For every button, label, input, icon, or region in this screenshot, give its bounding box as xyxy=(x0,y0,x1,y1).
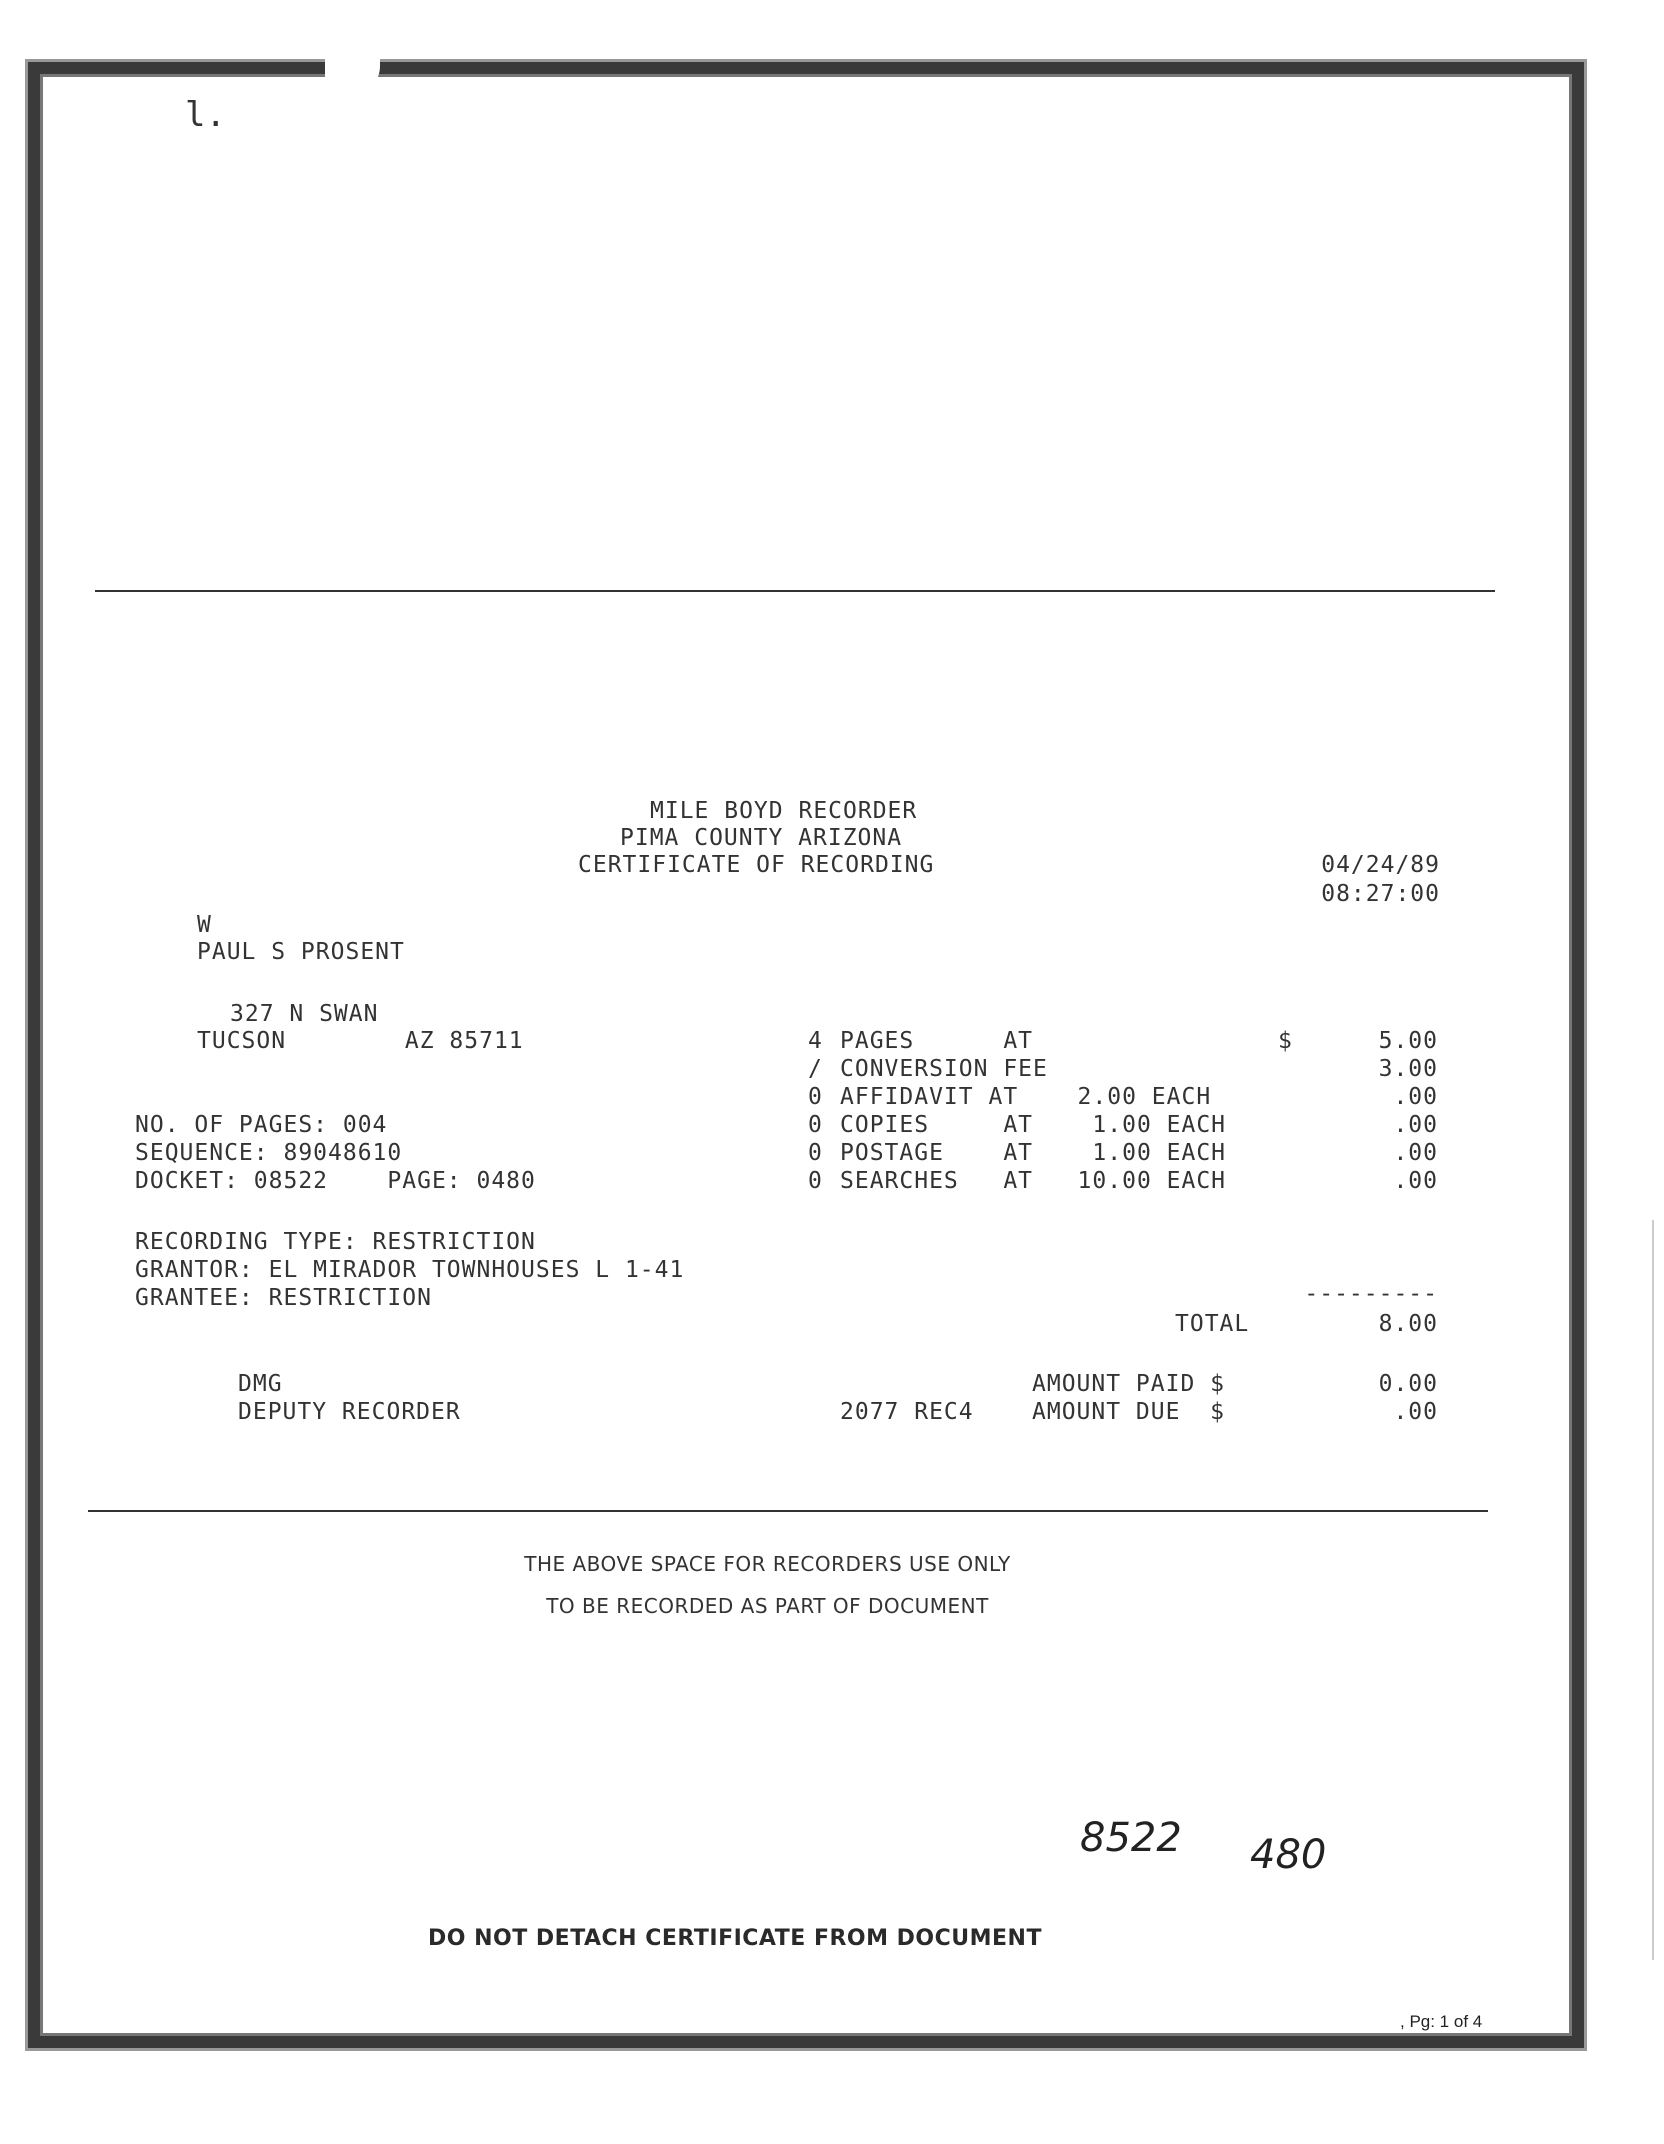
total-label: TOTAL xyxy=(1175,1311,1250,1337)
fee-qty: / xyxy=(808,1056,823,1082)
addressee-city: TUCSON AZ 85711 xyxy=(197,1028,524,1054)
amount-due-value: .00 xyxy=(1393,1399,1438,1425)
top-rule xyxy=(95,590,1495,592)
handwritten-page: 480 xyxy=(1250,1832,1327,1878)
county-name: PIMA COUNTY ARIZONA xyxy=(620,825,903,851)
fee-amount: .00 xyxy=(1393,1112,1438,1138)
deputy-initials: DMG xyxy=(238,1371,283,1397)
amount-paid-label: AMOUNT PAID $ xyxy=(1032,1371,1226,1397)
fee-dollar: $ xyxy=(1278,1028,1293,1054)
total-dashes: --------- xyxy=(1304,1281,1438,1307)
certificate-title: CERTIFICATE OF RECORDING xyxy=(578,852,935,878)
fee-desc: AFFIDAVIT AT 2.00 EACH xyxy=(840,1084,1212,1110)
fee-amount: 3.00 xyxy=(1378,1056,1438,1082)
bottom-rule xyxy=(88,1510,1488,1512)
fee-amount: 5.00 xyxy=(1378,1028,1438,1054)
record-date: 04/24/89 xyxy=(1321,852,1440,878)
addressee-name: PAUL S PROSENT xyxy=(197,939,405,965)
grantee: GRANTEE: RESTRICTION xyxy=(135,1285,432,1311)
recorder-name: MILE BOYD RECORDER xyxy=(650,798,918,824)
fee-amount: .00 xyxy=(1393,1168,1438,1194)
amount-paid-value: 0.00 xyxy=(1378,1371,1438,1397)
fee-qty: 4 xyxy=(808,1028,823,1054)
fee-desc: COPIES AT 1.00 EACH xyxy=(840,1112,1227,1138)
amount-due-label: AMOUNT DUE $ xyxy=(1032,1399,1226,1425)
grantor: GRANTOR: EL MIRADOR TOWNHOUSES L 1-41 xyxy=(135,1257,685,1283)
record-as-part-note: TO BE RECORDED AS PART OF DOCUMENT xyxy=(546,1594,989,1618)
total-value: 8.00 xyxy=(1378,1311,1438,1337)
fee-desc: PAGES AT xyxy=(840,1028,1034,1054)
fee-qty: 0 xyxy=(808,1140,823,1166)
docket-page: DOCKET: 08522 PAGE: 0480 xyxy=(135,1168,536,1194)
fee-amount: .00 xyxy=(1393,1140,1438,1166)
fee-desc: POSTAGE AT 1.00 EACH xyxy=(840,1140,1227,1166)
detach-warning: DO NOT DETACH CERTIFICATE FROM DOCUMENT xyxy=(428,1926,1042,1951)
fee-qty: 0 xyxy=(808,1084,823,1110)
fee-qty: 0 xyxy=(808,1168,823,1194)
sequence-number: SEQUENCE: 89048610 xyxy=(135,1140,403,1166)
recorder-use-note: THE ABOVE SPACE FOR RECORDERS USE ONLY xyxy=(524,1552,1011,1576)
register-id: 2077 REC4 xyxy=(840,1399,974,1425)
recording-type: RECORDING TYPE: RESTRICTION xyxy=(135,1229,536,1255)
deputy-title: DEPUTY RECORDER xyxy=(238,1399,461,1425)
fee-amount: .00 xyxy=(1393,1084,1438,1110)
addressee-street: 327 N SWAN xyxy=(230,1001,379,1027)
scan-edge-line xyxy=(1652,1220,1654,1960)
page-count: NO. OF PAGES: 004 xyxy=(135,1112,388,1138)
fee-qty: 0 xyxy=(808,1112,823,1138)
handwritten-docket: 8522 xyxy=(1080,1815,1182,1861)
fee-desc: CONVERSION FEE xyxy=(840,1056,1048,1082)
corner-mark: l. xyxy=(185,95,226,135)
fee-desc: SEARCHES AT 10.00 EACH xyxy=(840,1168,1227,1194)
page-indicator: , Pg: 1 of 4 xyxy=(1396,2012,1486,2032)
record-time: 08:27:00 xyxy=(1321,881,1440,907)
addressee-initial: W xyxy=(197,912,212,938)
